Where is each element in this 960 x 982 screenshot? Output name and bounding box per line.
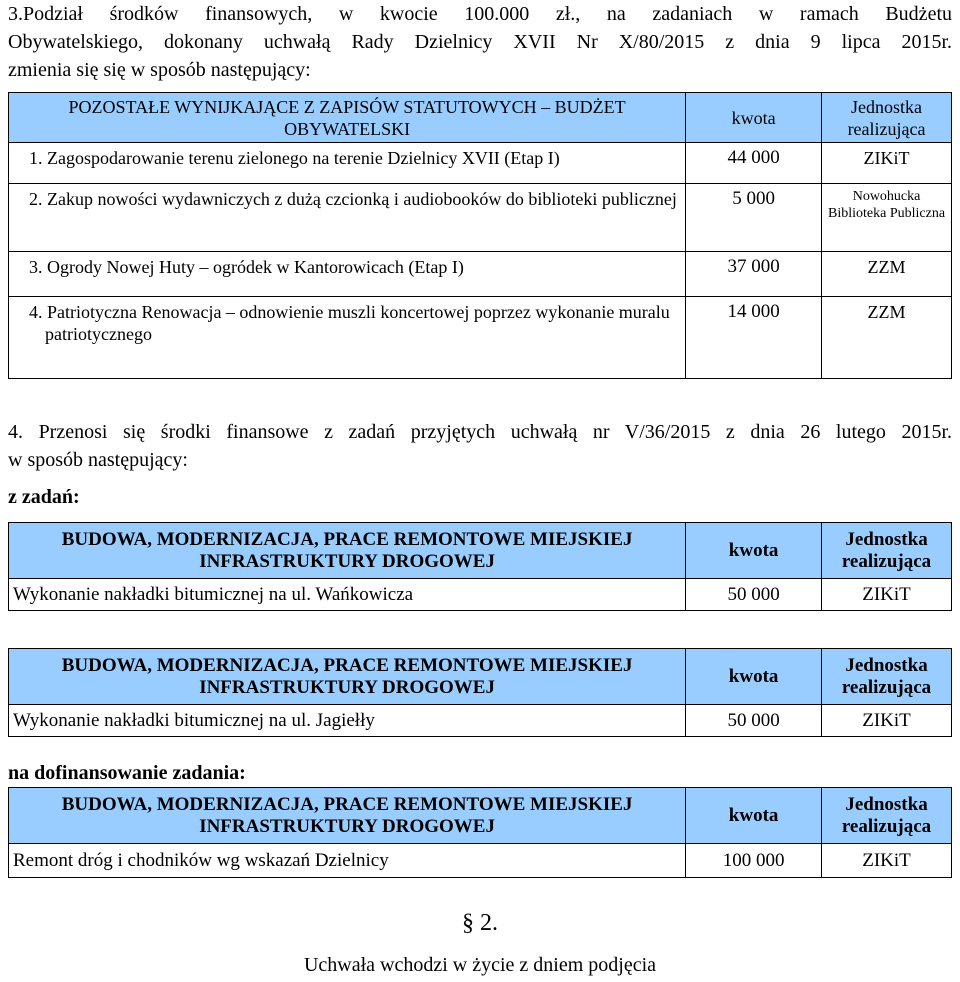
table-row [9,252,952,297]
transfer-table-header-amount: kwota [686,523,822,579]
transfer-table-header-unit: Jednostka realizująca [822,649,952,705]
transfer-table-header-unit: Jednostka realizująca [822,523,952,579]
budget-table-header-unit: Jednostka realizująca [822,93,952,143]
transfer-table-header-title: BUDOWA, MODERNIZACJA, PRACE REMONTOWE MIEJSKIEJ INFRASTRUKTURY DROGOWEJ [9,649,686,705]
unit-cell: Nowohucka Biblioteka Publiczna [822,184,952,252]
task-cell: Wykonanie nakładki bitumicznej na ul. Wańkowicza [9,579,686,611]
task-cell: Remont dróg i chodników wg wskazań Dzielnicy [9,844,686,878]
transfer-table [8,522,952,611]
section3-line1: 3.Podział środków finansowych, w kwocie 100.000 zł., na zadaniach w ramach Budżetu [8,3,952,25]
table-row [9,844,952,878]
final-statement: Uchwała wchodzi w życie z dniem podjęcia [303,954,657,976]
amount-cell: 100 000 [686,844,822,878]
table-row [9,143,952,184]
transfer-table-header [9,649,952,705]
table-row [9,297,952,379]
amount-cell: 14 000 [686,297,822,379]
unit-cell: ZIKiT [822,579,952,611]
unit-cell: ZZM [822,297,952,379]
section3-line3: zmienia się się w sposób następujący: [8,59,311,81]
section3-line2: Obywatelskiego, dokonany uchwałą Rady Dzielnicy XVII Nr X/80/2015 z dnia 9 lipca 2015r. [8,31,952,53]
amount-cell: 50 000 [686,579,822,611]
transfer-table-header [9,523,952,579]
section4-line2: w sposób następujący: [8,449,188,471]
amount-cell: 5 000 [686,184,822,252]
transfer-table-header-amount: kwota [686,649,822,705]
task-cell: Wykonanie nakładki bitumicznej na ul. Jagiełły [9,705,686,737]
unit-cell: ZIKiT [822,143,952,184]
transfer-table-header-title: BUDOWA, MODERNIZACJA, PRACE REMONTOWE MIEJSKIEJ INFRASTRUKTURY DROGOWEJ [9,523,686,579]
transfer-table-header-title: BUDOWA, MODERNIZACJA, PRACE REMONTOWE MIEJSKIEJ INFRASTRUKTURY DROGOWEJ [9,788,686,844]
amount-cell: 37 000 [686,252,822,297]
amount-cell: 44 000 [686,143,822,184]
table-row [9,705,952,737]
transfer-table-header-amount: kwota [686,788,822,844]
transfer-table [8,787,952,878]
budget-table-header [9,93,952,143]
unit-cell: ZIKiT [822,844,952,878]
transfer-table-header-unit: Jednostka realizująca [822,788,952,844]
transfer-table-header [9,788,952,844]
task-cell: 1. Zagospodarowanie terenu zielonego na terenie Dzielnicy XVII (Etap I) [9,143,686,184]
amount-cell: 50 000 [686,705,822,737]
transfer-table [8,648,952,737]
paragraph-2-heading: § 2. [462,910,498,936]
unit-cell: ZIKiT [822,705,952,737]
unit-cell: ZZM [822,252,952,297]
table-row [9,579,952,611]
task-cell: 4. Patriotyczna Renowacja – odnowienie muszli koncertowej poprzez wykonanie muralu patriotycznego [9,297,686,379]
budget-table-header-amount: kwota [686,93,822,143]
from-tasks-label: z zadań: [8,486,80,508]
budget-table [8,92,952,379]
task-cell: 2. Zakup nowości wydawniczych z dużą czcionką i audiobooków do biblioteki publicznej [9,184,686,252]
task-cell: 3. Ogrody Nowej Huty – ogródek w Kantorowicach (Etap I) [9,252,686,297]
section4-line1: 4. Przenosi się środki finansowe z zadań przyjętych uchwałą nr V/36/2015 z dnia 26 lutego 2015r. [8,421,952,443]
budget-table-header-title: POZOSTAŁE WYNIJKAJĄCE Z ZAPISÓW STATUTOWYCH – BUDŻET OBYWATELSKI [9,93,686,143]
table-row [9,184,952,252]
cofinance-label: na dofinansowanie zadania: [8,762,246,784]
